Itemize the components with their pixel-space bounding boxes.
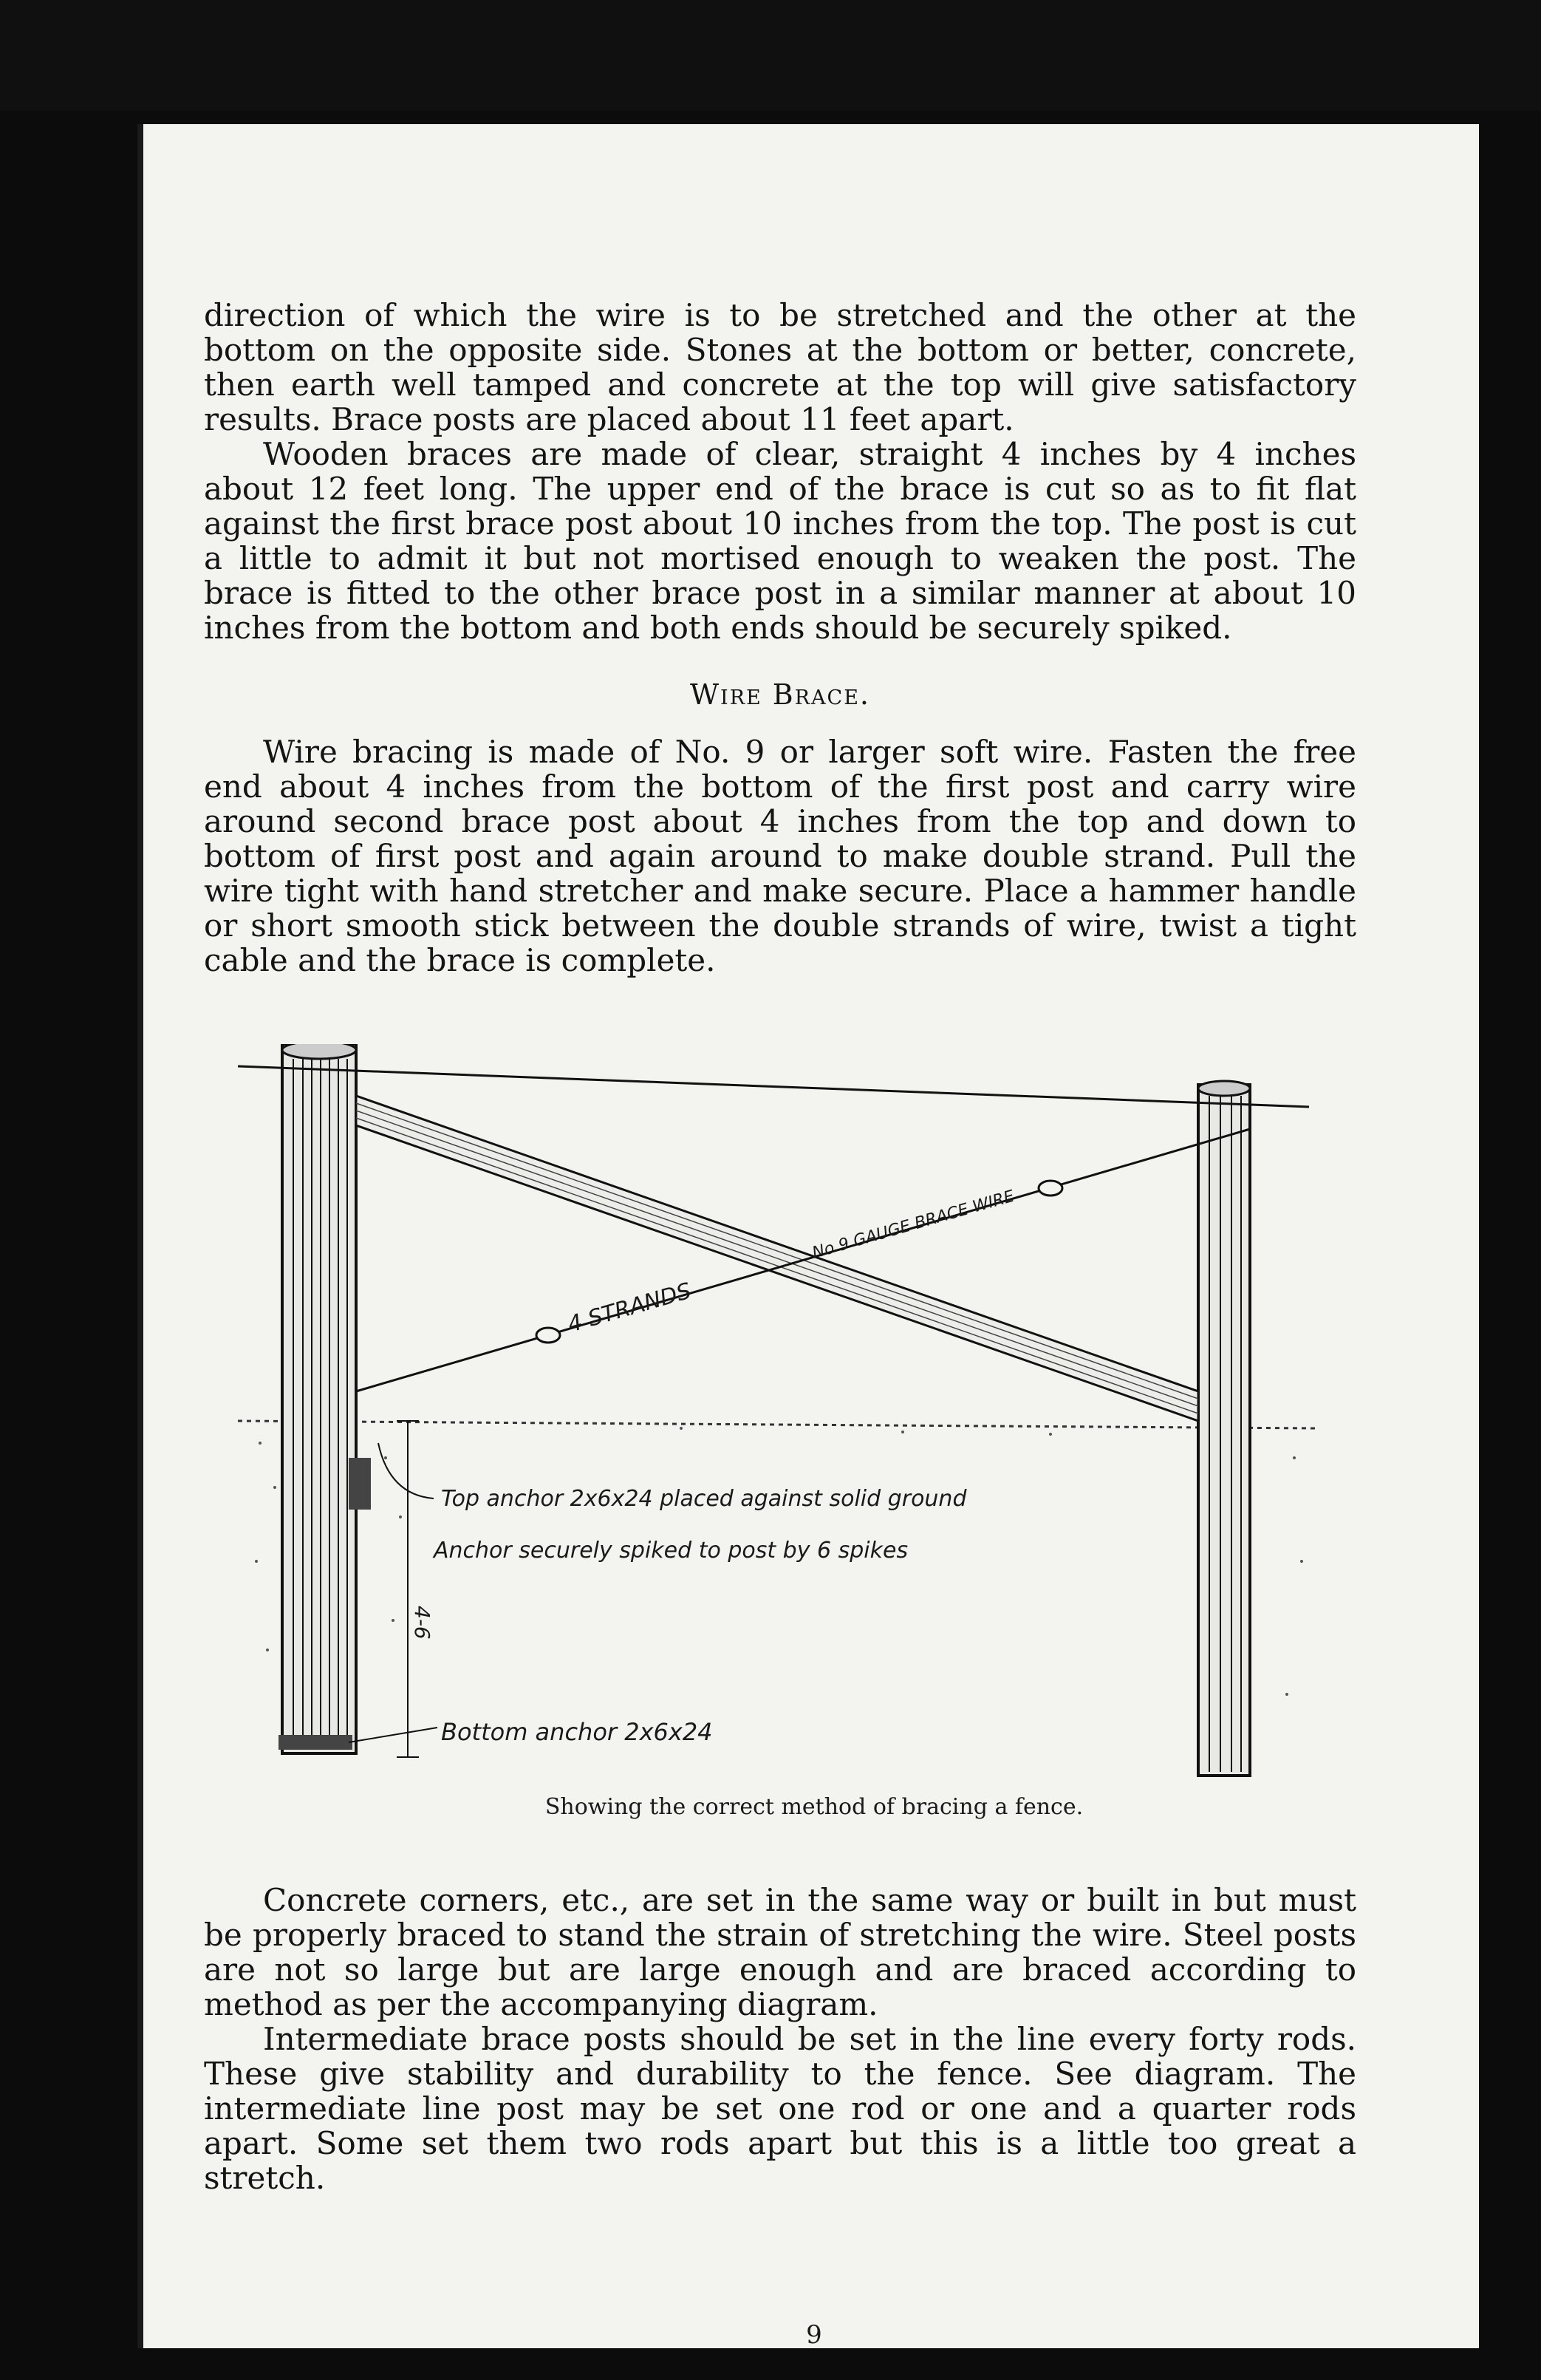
paragraph-intermediate-posts: Intermediate brace posts should be set in the line every forty rods. These give stability and durability to the fence. See diagram. The intermediate line post may be set one rod or one and a quarter rods apart. Some set them two rods apart but this is a little too great a stretch.	[204, 2021, 1356, 2196]
label-strands: 4 STRANDS	[564, 1278, 694, 1338]
bottom-text	[204, 1883, 1356, 2195]
bottom-anchor-leader	[349, 1728, 437, 1742]
section-heading: Wire Brace.	[689, 678, 871, 711]
paragraph-wire-brace: Wire bracing is made of No. 9 or larger soft wire. Fasten the free end about 4 inches from the bottom of the first post and carry wire around second brace post about 4 inches from the top and down to bottom of first post and again around to make double strand. Pull the wire tight with hand stretcher and make secure. Place a hammer handle or short smooth stick between the double strands of wire, twist a tight cable and the brace is complete.	[204, 734, 1356, 978]
paragraph-1: direction of which the wire is to be stretched and the other at the bottom on the opposite side. Stones at the bottom or better, concrete, then earth well tamped and concrete at the top will give satisfactory results. Brace posts are placed about 11 feet apart.	[204, 297, 1356, 437]
bottom-anchor	[279, 1735, 352, 1750]
wire-twist-right	[1039, 1181, 1062, 1196]
top-anchor	[349, 1458, 371, 1510]
ground-stipple	[255, 1427, 1303, 1711]
paragraph-concrete-corners: Concrete corners, etc., are set in the same way or built in but must be properly braced to stand the strain of stretching the wire. Steel posts are not so large but are large enough and are braced according to method as per the accompanying diagram.	[204, 1882, 1356, 2022]
label-anchor-spiked: Anchor securely spiked to post by 6 spikes	[434, 1538, 909, 1564]
label-top-anchor: Top anchor 2x6x24 placed against solid ground	[441, 1486, 967, 1512]
top-text	[204, 298, 1356, 978]
ground-line	[238, 1421, 1316, 1428]
right-brace-post	[1198, 1085, 1250, 1776]
figure-caption: Showing the correct method of bracing a fence.	[544, 1794, 1084, 1820]
page-number: 9	[806, 2320, 822, 2350]
label-bottom-anchor: Bottom anchor 2x6x24	[441, 1718, 713, 1746]
wire-twist-left	[536, 1328, 560, 1343]
label-depth: 4-6	[410, 1606, 434, 1640]
book-page	[137, 124, 1479, 2348]
top-fence-wire	[238, 1066, 1309, 1107]
fence-brace-diagram	[238, 1044, 1361, 1792]
paragraph-2: Wooden braces are made of clear, straight 4 inches by 4 inches about 12 feet long. The upper end of the brace is cut so as to fit flat against the first brace post about 10 inches from the top. The post is cut a little to admit it but not mortised enough to weaken the post. The brace is fitted to the other brace post in a similar manner at about 10 inches from the bottom and both ends should be securely spiked.	[204, 436, 1356, 646]
top-anchor-leader	[378, 1443, 434, 1498]
scan-margin	[0, 0, 1541, 111]
label-brace-wire: No 9 GAUGE BRACE WIRE	[810, 1187, 1016, 1263]
